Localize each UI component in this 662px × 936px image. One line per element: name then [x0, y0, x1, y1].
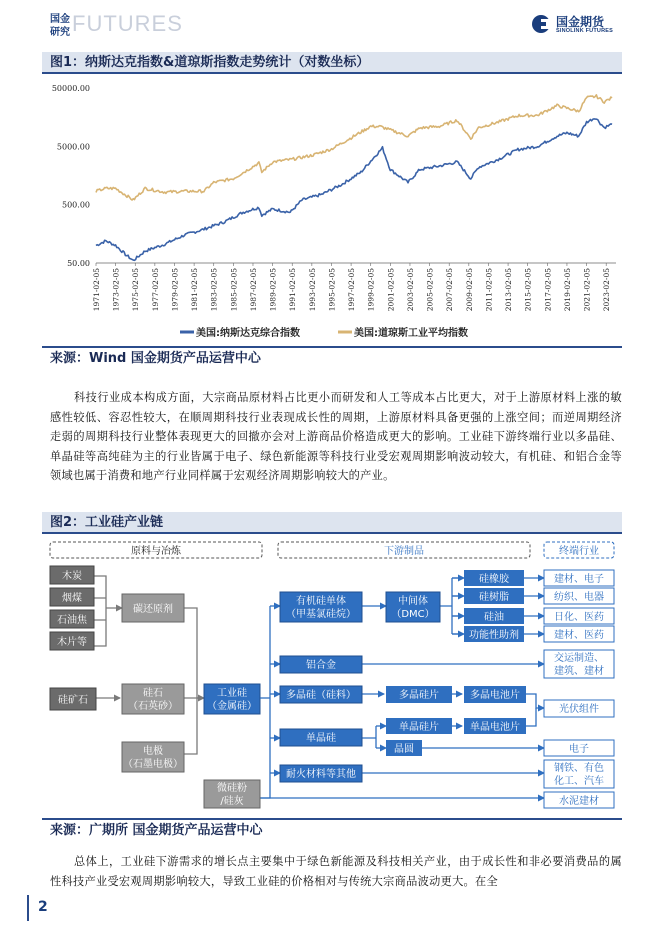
svg-text:单晶电池片: 单晶电池片 [470, 722, 520, 733]
svg-text:工业硅: 工业硅 [217, 688, 247, 699]
page-header [0, 0, 662, 40]
svg-text:建材、电子: 建材、电子 [554, 574, 604, 585]
svg-text:/硅灰: /硅灰 [220, 796, 244, 807]
svg-text:木炭: 木炭 [62, 571, 82, 582]
svg-text:交运制造、: 交运制造、 [554, 653, 604, 664]
x-tick-label: 1979-02-05 [170, 268, 180, 312]
reducer-boxes [50, 566, 94, 650]
x-tick-label: 2021-02-05 [582, 268, 592, 312]
svg-text:石油焦: 石油焦 [57, 615, 87, 626]
y-tick-label: 500.00 [62, 200, 90, 210]
series-lines [96, 95, 612, 260]
legend-label-0: 美国:纳斯达克综合指数 [196, 328, 300, 339]
x-tick-label: 1973-02-05 [111, 268, 121, 312]
svg-text:化工、汽车: 化工、汽车 [554, 776, 604, 787]
brand-line-1: 国金 [50, 14, 70, 25]
x-tick-label: 1991-02-05 [288, 268, 298, 312]
header-downstream [278, 542, 530, 558]
index-line-chart [42, 80, 622, 342]
legend-label-1: 美国:道琼斯工业平均指数 [354, 328, 468, 339]
body-paragraph-1: 科技行业成本构成方面，大宗商品原材料占比更小而研发和人工等成本占比更大，对于上游原材料上涨的敏感性较低、容忍性较大，在顺周期科技行业表现成长性的周期，上游原材料具备更强的上涨空间；而逆周期经济走弱的周期科技行业整体表现更大的回撤亦会对上游商品价格造成更大的影响。工业硅下游终端行业以多晶硅、单晶硅等高纯硅为主的行业皆属于电子、绿色新能源等科技行业受宏观周期影响波动较大，有机硅、和铝合金等领域也属于消费和地产行业同样属于宏观经济周期影响较大的产业。 [50, 391, 622, 482]
aluminum-alloy-box [280, 656, 362, 673]
x-tick-label: 1977-02-05 [150, 268, 160, 312]
svg-text:（甲基氯硅烷）: （甲基氯硅烷） [286, 609, 356, 620]
svg-text:烟煤: 烟煤 [62, 593, 82, 604]
wafer-box [386, 740, 422, 756]
svg-text:建材、医药: 建材、医药 [554, 630, 604, 641]
svg-text:硅油: 硅油 [484, 612, 504, 623]
x-tick-label: 1995-02-05 [327, 268, 337, 312]
svg-text:（石墨电极）: （石墨电极） [123, 759, 183, 770]
x-tick-label: 2023-02-05 [602, 268, 612, 312]
x-tick-label: 2001-02-05 [386, 268, 396, 312]
x-tick-label: 1985-02-05 [229, 268, 239, 312]
x-tick-label: 2011-02-05 [484, 268, 494, 312]
svg-text:多晶硅片: 多晶硅片 [399, 690, 439, 701]
figure1-source: 来源：Wind 国金期货产品运营中心 [42, 346, 622, 368]
svg-text:微硅粉: 微硅粉 [217, 783, 247, 794]
organosilicon-box [280, 592, 362, 622]
dmc-box [386, 592, 440, 622]
x-tick-label: 2009-02-05 [464, 268, 474, 312]
svg-text:硅橡胶: 硅橡胶 [479, 574, 509, 585]
refractory-end-use [544, 760, 614, 788]
organo-end-uses [544, 570, 614, 642]
silicon-industry-chain-diagram [42, 536, 622, 812]
svg-text:（DMC）: （DMC） [391, 609, 435, 620]
chart-legend [180, 326, 468, 339]
page-number: 2 [38, 899, 48, 915]
svg-text:木片等: 木片等 [57, 637, 87, 648]
svg-text:硅矿石: 硅矿石 [58, 695, 88, 706]
svg-text:电极: 电极 [143, 746, 163, 757]
svg-text:铝合金: 铝合金 [306, 660, 336, 671]
svg-text:日化、医药: 日化、医药 [554, 612, 604, 623]
svg-text:终端行业: 终端行业 [559, 546, 599, 557]
x-tick-label: 1987-02-05 [248, 268, 258, 312]
x-tick-label: 1999-02-05 [366, 268, 376, 312]
svg-text:硅树脂: 硅树脂 [479, 592, 509, 603]
brand-mark [50, 13, 70, 39]
footer-accent-bar [27, 895, 29, 921]
svg-text:建筑、建材: 建筑、建材 [554, 666, 604, 677]
x-tick-label: 2017-02-05 [543, 268, 553, 312]
pv-module-end-use [544, 700, 614, 717]
svg-text:有机硅单体: 有机硅单体 [296, 596, 346, 607]
header-terminal [544, 542, 614, 558]
y-tick-label: 50000.00 [51, 84, 90, 93]
svg-text:多晶电池片: 多晶电池片 [470, 690, 520, 701]
svg-text:纺织、电器: 纺织、电器 [554, 592, 604, 603]
sinolink-logo-icon [531, 14, 551, 34]
svg-text:电子: 电子 [569, 744, 589, 755]
svg-text:功能性助剂: 功能性助剂 [469, 630, 519, 641]
reducer-box [122, 594, 184, 622]
svg-text:下游制品: 下游制品 [384, 546, 424, 557]
x-tick-label: 2019-02-05 [562, 268, 572, 312]
mono-wafer-box [386, 718, 452, 734]
header-raw-materials [50, 542, 262, 558]
svg-text:晶圆: 晶圆 [394, 744, 414, 755]
svg-text:中间体: 中间体 [398, 596, 428, 607]
svg-text:（石英砂）: （石英砂） [128, 701, 178, 712]
y-tick-label: 50.00 [67, 259, 90, 268]
svg-text:耐火材料等其他: 耐火材料等其他 [286, 769, 356, 780]
svg-text:单晶硅片: 单晶硅片 [399, 722, 439, 733]
electrode-box [122, 742, 184, 772]
monosilicon-box [280, 729, 362, 746]
brand-word: FUTURES [72, 11, 183, 36]
x-tick-label: 2005-02-05 [425, 268, 435, 312]
x-tick-label: 2007-02-05 [445, 268, 455, 312]
svg-text:原料与冶炼: 原料与冶炼 [131, 546, 181, 557]
x-tick-label: 2003-02-05 [405, 268, 415, 312]
body-paragraph-2: 总体上，工业硅下游需求的增长点主要集中于绿色新能源及科技相关产业，由于成长性和非必要消费品的属性科技产业受宏观周期影响较大，导致工业硅的价格相对与传统大宗商品波动更大。在全 [50, 855, 622, 888]
refractory-box [280, 765, 362, 782]
svg-text:硅石: 硅石 [143, 688, 163, 699]
ore-box [50, 688, 96, 710]
x-tick-label: 2013-02-05 [504, 268, 514, 312]
svg-text:（金属硅）: （金属硅） [207, 701, 257, 712]
x-tick-label: 2015-02-05 [523, 268, 533, 312]
polysilicon-box [280, 686, 362, 703]
silica-fume-box [204, 780, 260, 808]
cement-end-use [544, 792, 614, 808]
svg-text:碳还原剂: 碳还原剂 [133, 604, 173, 615]
logo-cn: 国金期货 [556, 15, 605, 29]
series-line-0 [96, 119, 612, 260]
svg-text:多晶硅（硅料）: 多晶硅（硅料） [286, 690, 356, 701]
svg-text:单晶硅: 单晶硅 [306, 733, 336, 744]
electronics-end-use [544, 740, 614, 756]
svg-text:光伏组件: 光伏组件 [559, 704, 599, 715]
organo-products [464, 570, 524, 642]
x-tick-label: 1983-02-05 [209, 268, 219, 312]
figure2-title: 图2：工业硅产业链 [42, 512, 622, 534]
alloy-end-use [544, 650, 614, 678]
x-tick-label: 1971-02-05 [92, 268, 101, 312]
x-tick-label: 1993-02-05 [307, 268, 317, 312]
x-tick-label: 1989-02-05 [268, 268, 278, 312]
x-axis [92, 263, 611, 311]
svg-text:水泥建材: 水泥建材 [559, 796, 599, 807]
x-tick-label: 1975-02-05 [131, 268, 141, 312]
industrial-silicon-box [204, 684, 260, 714]
y-tick-label: 5000.00 [56, 142, 90, 152]
brand-line-2: 研究 [50, 27, 70, 38]
poly-cell-box [464, 686, 526, 703]
silica-box [122, 684, 184, 714]
x-tick-label: 1997-02-05 [347, 268, 357, 312]
logo-en: SINOLINK FUTURES [556, 28, 613, 34]
mono-cell-box [464, 718, 526, 734]
figure1-title: 图1：纳斯达克指数&道琼斯指数走势统计（对数坐标） [42, 52, 622, 74]
poly-wafer-box [386, 686, 452, 703]
x-tick-label: 1981-02-05 [190, 268, 200, 312]
svg-text:钢铁、有色: 钢铁、有色 [554, 763, 604, 774]
y-axis [52, 84, 616, 268]
figure2-source: 来源：广期所 国金期货产品运营中心 [42, 818, 622, 840]
